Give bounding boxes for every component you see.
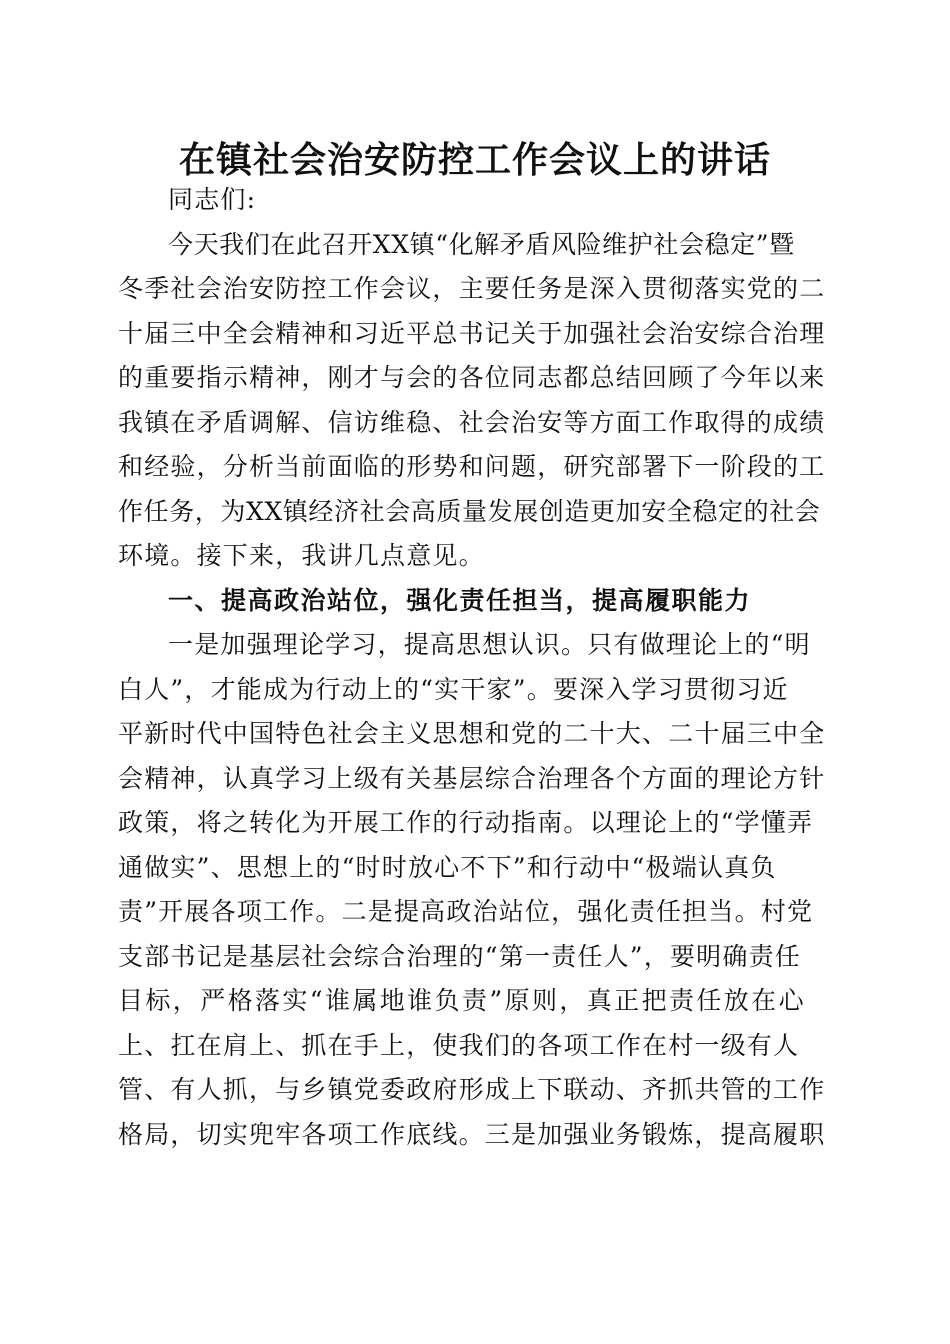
paragraph-2-line-12: 格局，切实兜牢各项工作底线。三是加强业务锻炼，提高履职: [118, 1119, 826, 1149]
paragraph-2-line-9: 目标，严格落实“谁属地谁负责”原则，真正把责任放在心: [118, 986, 806, 1015]
paragraph-2-line-1: 一是加强理论学习，提高思想认识。只有做理论上的“明: [168, 630, 811, 659]
paragraph-2-line-8: 支部书记是基层社会综合治理的“第一责任人”，要明确责任: [118, 941, 801, 971]
paragraph-2-line-11: 管、有人抓，与乡镇党委政府形成上下联动、齐抓共管的工作: [118, 1075, 826, 1104]
paragraph-2-line-7: 责”开展各项工作。二是提高政治站位，强化责任担当。村党: [118, 897, 814, 926]
paragraph-1-line-2: 冬季社会治安防控工作会议，主要任务是深入贯彻落实党的二: [118, 274, 826, 303]
paragraph-1-line-4: 的重要指示精神，刚才与会的各位同志都总结回顾了今年以来: [118, 363, 826, 392]
paragraph-2-line-5: 政策，将之转化为开展工作的行动指南。以理论上的“学懂弄: [118, 808, 814, 837]
paragraph-1-line-1: 今天我们在此召开XX镇“化解矛盾风险维护社会稳定”暨: [168, 229, 795, 259]
salutation: 同志们:: [168, 185, 257, 214]
paragraph-1-line-8: 环境。接下来，我讲几点意见。: [118, 541, 485, 570]
paragraph-2-line-4: 会精神，认真学习上级有关基层综合治理各个方面的理论方针: [118, 763, 826, 793]
document-body: [118, 178, 833, 1157]
paragraph-1-line-3: 十届三中全会精神和习近平总书记关于加强社会治安综合治理: [118, 318, 826, 348]
paragraph-2-line-10: 上、扛在肩上、抓在手上，使我们的各项工作在村一级有人: [118, 1030, 800, 1060]
paragraph-1-line-5: 我镇在矛盾调解、信访维稳、社会治安等方面工作取得的成绩: [118, 407, 826, 437]
section-1-heading: 一、提高政治站位，强化责任担当，提高履职能力: [168, 585, 752, 615]
paragraph-1-line-7: 作任务，为XX镇经济社会高质量发展创造更加安全稳定的社会: [118, 496, 821, 526]
paragraph-1-line-6: 和经验，分析当前面临的形势和问题，研究部署下一阶段的工: [118, 452, 826, 481]
paragraph-2-line-6: 通做实”、思想上的“时时放心不下”和行动中“极端认真负: [118, 852, 777, 882]
document-title: 在镇社会治安防控工作会议上的讲话: [178, 139, 771, 181]
paragraph-2-line-2: 白人”，才能成为行动上的“实干家”。要深入学习贯彻习近: [118, 674, 789, 704]
paragraph-2-line-3: 平新时代中国特色社会主义思想和党的二十大、二十届三中全: [118, 719, 826, 748]
